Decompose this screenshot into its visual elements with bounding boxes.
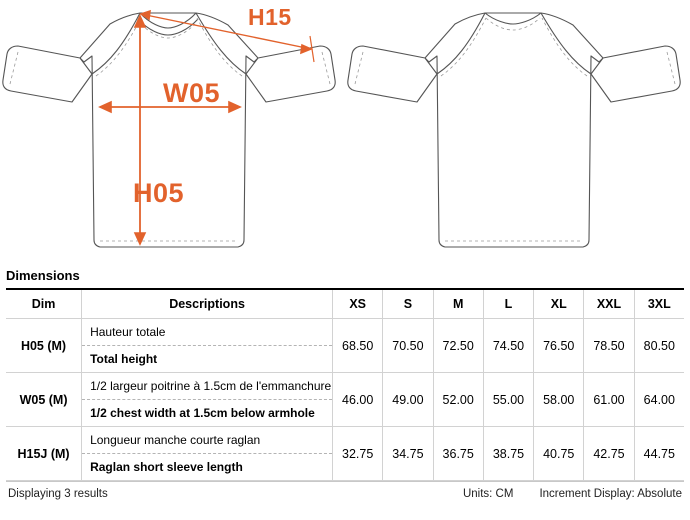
header-size-xs: XS: [333, 290, 383, 319]
header-size-3xl: 3XL: [634, 290, 684, 319]
dimensions-table-head: [6, 290, 684, 319]
measure-label-w05: W05: [163, 78, 221, 108]
header-size-l: L: [483, 290, 533, 319]
t-shirt-back-technical-drawing: [345, 0, 690, 262]
row-value-xxl: 42.75: [584, 427, 634, 481]
row-value-3xl: 64.00: [634, 373, 684, 427]
row-value-s: 70.50: [383, 319, 433, 373]
row-value-xl: 40.75: [534, 427, 584, 481]
garment-front-view: [0, 0, 345, 262]
header-dim: Dim: [6, 290, 82, 319]
header-descriptions: Descriptions: [82, 290, 333, 319]
table-footer: [6, 482, 684, 500]
table-header-row: [6, 290, 684, 319]
garment-back-view: [345, 0, 690, 262]
description-english: Raglan short sleeve length: [90, 460, 243, 474]
increment-display-label: Increment Display: Absolute: [539, 488, 682, 500]
row-dim-code: H15J (M): [6, 427, 82, 481]
row-value-xl: 58.00: [534, 373, 584, 427]
row-value-m: 36.75: [433, 427, 483, 481]
dimensions-table-body: [6, 319, 684, 481]
header-size-m: M: [433, 290, 483, 319]
row-value-l: 55.00: [483, 373, 533, 427]
row-value-xxl: 61.00: [584, 373, 634, 427]
row-description: [82, 427, 333, 481]
row-dim-code: H05 (M): [6, 319, 82, 373]
description-french: Longueur manche courte raglan: [82, 427, 332, 454]
description-french: 1/2 largeur poitrine à 1.5cm de l'emmanchure: [82, 373, 332, 400]
row-description: [82, 373, 333, 427]
row-value-s: 34.75: [383, 427, 433, 481]
header-size-xxl: XXL: [584, 290, 634, 319]
row-value-3xl: 44.75: [634, 427, 684, 481]
header-size-s: S: [383, 290, 433, 319]
measure-label-h15: H15: [248, 4, 292, 30]
units-label: Units: CM: [462, 488, 514, 500]
description-english: Total height: [90, 352, 158, 366]
row-description: [82, 319, 333, 373]
row-value-xs: 32.75: [333, 427, 383, 481]
measure-label-h05: H05: [133, 178, 185, 208]
row-value-l: 74.50: [483, 319, 533, 373]
table-row: [6, 373, 684, 427]
dimensions-table-wrapper: [6, 288, 684, 482]
description-english: 1/2 chest width at 1.5cm below armhole: [90, 406, 315, 420]
dimensions-table: [6, 290, 684, 481]
t-shirt-front-technical-drawing: [0, 0, 345, 262]
table-row: [6, 319, 684, 373]
header-size-xl: XL: [534, 290, 584, 319]
row-value-m: 72.50: [433, 319, 483, 373]
row-value-m: 52.00: [433, 373, 483, 427]
row-value-xs: 46.00: [333, 373, 383, 427]
results-count: Displaying 3 results: [8, 488, 108, 500]
description-french: Hauteur totale: [82, 319, 332, 346]
row-value-s: 49.00: [383, 373, 433, 427]
row-value-3xl: 80.50: [634, 319, 684, 373]
row-value-l: 38.75: [483, 427, 533, 481]
row-value-xl: 76.50: [534, 319, 584, 373]
row-value-xxl: 78.50: [584, 319, 634, 373]
row-dim-code: W05 (M): [6, 373, 82, 427]
dimensions-section-title: Dimensions: [6, 268, 80, 283]
row-value-xs: 68.50: [333, 319, 383, 373]
table-row: [6, 427, 684, 481]
